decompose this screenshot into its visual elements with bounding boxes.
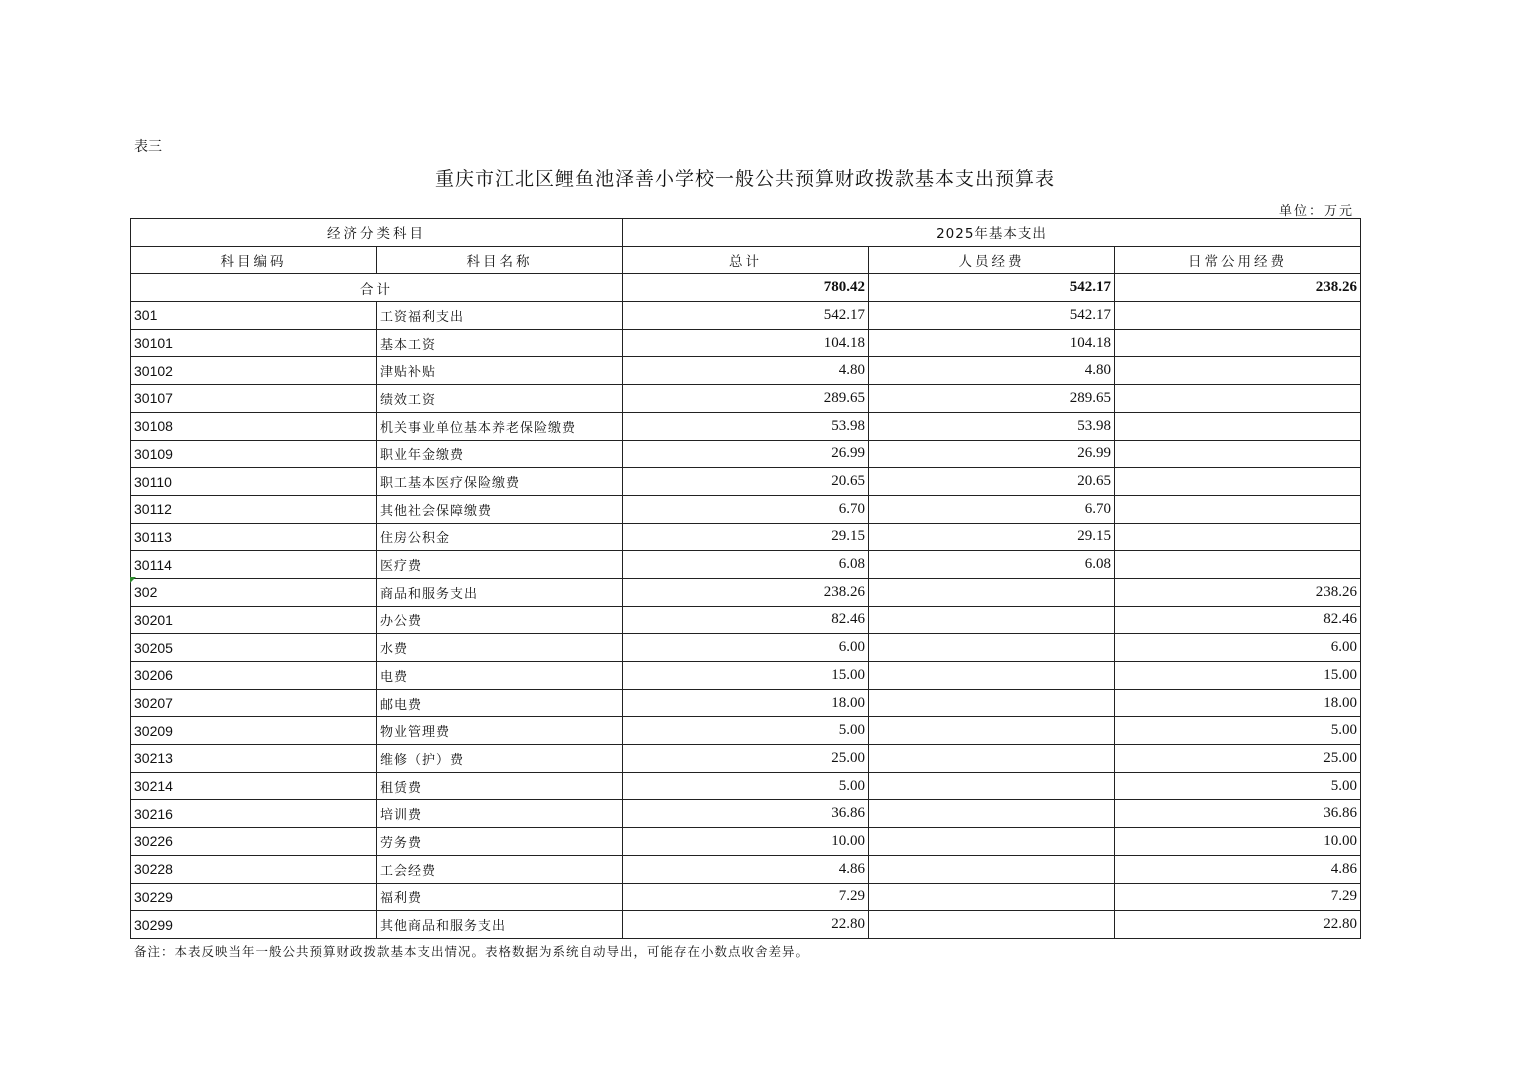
- row-total: 10.00: [623, 828, 869, 856]
- row-code: 30207: [131, 689, 377, 717]
- row-public: 15.00: [1115, 662, 1361, 690]
- row-personnel: 104.18: [869, 329, 1115, 357]
- row-personnel: [869, 855, 1115, 883]
- header-code: 科目编码: [131, 246, 377, 274]
- row-personnel: 20.65: [869, 468, 1115, 496]
- row-public: 6.00: [1115, 634, 1361, 662]
- row-personnel: [869, 800, 1115, 828]
- row-name: 维修（护）费: [377, 745, 623, 773]
- row-personnel: 289.65: [869, 385, 1115, 413]
- row-public: [1115, 495, 1361, 523]
- row-code: 30206: [131, 662, 377, 690]
- row-personnel: [869, 828, 1115, 856]
- row-code: 30112: [131, 495, 377, 523]
- table-row: [131, 745, 1361, 773]
- row-personnel: 542.17: [869, 302, 1115, 330]
- row-public: 22.80: [1115, 911, 1361, 939]
- header-personnel: 人员经费: [869, 246, 1115, 274]
- table-row: [131, 689, 1361, 717]
- row-total: 82.46: [623, 606, 869, 634]
- row-name: 劳务费: [377, 828, 623, 856]
- header-economic-category: 经济分类科目: [131, 219, 623, 247]
- table-row: [131, 468, 1361, 496]
- row-public: [1115, 329, 1361, 357]
- row-name: 培训费: [377, 800, 623, 828]
- row-name: 福利费: [377, 883, 623, 911]
- table-body: [131, 274, 1361, 939]
- row-code: 30229: [131, 883, 377, 911]
- row-code: 30109: [131, 440, 377, 468]
- table-row: [131, 662, 1361, 690]
- row-code: 30107: [131, 385, 377, 413]
- row-code: 30201: [131, 606, 377, 634]
- budget-table: [130, 218, 1361, 939]
- row-total: 289.65: [623, 385, 869, 413]
- table-row: [131, 329, 1361, 357]
- row-personnel: [869, 578, 1115, 606]
- row-name: 医疗费: [377, 551, 623, 579]
- row-total: 53.98: [623, 412, 869, 440]
- table-row: [131, 412, 1361, 440]
- row-public: 10.00: [1115, 828, 1361, 856]
- row-total: 20.65: [623, 468, 869, 496]
- table-row: [131, 717, 1361, 745]
- row-personnel: 29.15: [869, 523, 1115, 551]
- table-row: [131, 911, 1361, 939]
- row-total: 4.80: [623, 357, 869, 385]
- totals-label: 合计: [131, 274, 623, 302]
- row-code: 30209: [131, 717, 377, 745]
- row-total: 22.80: [623, 911, 869, 939]
- row-name: 机关事业单位基本养老保险缴费: [377, 412, 623, 440]
- header-basic-expenditure: 2025年基本支出: [623, 219, 1361, 247]
- row-public: 238.26: [1115, 578, 1361, 606]
- row-public: 82.46: [1115, 606, 1361, 634]
- table-row: [131, 578, 1361, 606]
- row-name: 邮电费: [377, 689, 623, 717]
- table-header: [131, 219, 1361, 274]
- row-personnel: [869, 717, 1115, 745]
- row-public: 25.00: [1115, 745, 1361, 773]
- table-row: [131, 357, 1361, 385]
- row-personnel: [869, 772, 1115, 800]
- row-public: 4.86: [1115, 855, 1361, 883]
- row-total: 15.00: [623, 662, 869, 690]
- header-row-group: [131, 219, 1361, 247]
- row-personnel: 53.98: [869, 412, 1115, 440]
- row-code: 30216: [131, 800, 377, 828]
- row-public: 18.00: [1115, 689, 1361, 717]
- row-name: 职业年金缴费: [377, 440, 623, 468]
- row-name: 商品和服务支出: [377, 578, 623, 606]
- row-personnel: 6.08: [869, 551, 1115, 579]
- row-personnel: [869, 662, 1115, 690]
- table-row: [131, 440, 1361, 468]
- header-public: 日常公用经费: [1115, 246, 1361, 274]
- header-row-columns: [131, 246, 1361, 274]
- table-row: [131, 385, 1361, 413]
- row-total: 29.15: [623, 523, 869, 551]
- row-name: 电费: [377, 662, 623, 690]
- row-total: 18.00: [623, 689, 869, 717]
- row-name: 职工基本医疗保险缴费: [377, 468, 623, 496]
- row-total: 6.00: [623, 634, 869, 662]
- row-name: 工会经费: [377, 855, 623, 883]
- row-public: [1115, 551, 1361, 579]
- row-public: 7.29: [1115, 883, 1361, 911]
- row-total: 5.00: [623, 772, 869, 800]
- table-row: [131, 551, 1361, 579]
- table-row: [131, 634, 1361, 662]
- totals-personnel: 542.17: [869, 274, 1115, 302]
- row-total: 26.99: [623, 440, 869, 468]
- table-row: [131, 855, 1361, 883]
- row-code: 30205: [131, 634, 377, 662]
- row-public: [1115, 468, 1361, 496]
- table-row: [131, 772, 1361, 800]
- row-total: 542.17: [623, 302, 869, 330]
- row-code: 30213: [131, 745, 377, 773]
- row-personnel: [869, 883, 1115, 911]
- totals-public: 238.26: [1115, 274, 1361, 302]
- row-personnel: 26.99: [869, 440, 1115, 468]
- unit-label: 单位：万元: [1278, 204, 1354, 219]
- row-total: 36.86: [623, 800, 869, 828]
- row-public: [1115, 440, 1361, 468]
- row-personnel: 4.80: [869, 357, 1115, 385]
- row-name: 其他社会保障缴费: [377, 495, 623, 523]
- table-tag: 表三: [134, 139, 162, 155]
- row-name: 工资福利支出: [377, 302, 623, 330]
- totals-total: 780.42: [623, 274, 869, 302]
- row-personnel: [869, 689, 1115, 717]
- row-personnel: [869, 606, 1115, 634]
- table-row: [131, 495, 1361, 523]
- row-public: 36.86: [1115, 800, 1361, 828]
- table-row: [131, 523, 1361, 551]
- row-total: 238.26: [623, 578, 869, 606]
- row-name: 住房公积金: [377, 523, 623, 551]
- table-row: [131, 606, 1361, 634]
- row-personnel: 6.70: [869, 495, 1115, 523]
- row-code: 302: [131, 578, 377, 606]
- row-personnel: [869, 745, 1115, 773]
- table-row: [131, 828, 1361, 856]
- row-public: [1115, 385, 1361, 413]
- row-total: 104.18: [623, 329, 869, 357]
- row-code: 30299: [131, 911, 377, 939]
- row-code: 30113: [131, 523, 377, 551]
- row-name: 办公费: [377, 606, 623, 634]
- page-title: 重庆市江北区鲤鱼池泽善小学校一般公共预算财政拨款基本支出预算表: [434, 168, 1055, 190]
- row-total: 6.08: [623, 551, 869, 579]
- row-code: 30214: [131, 772, 377, 800]
- row-total: 7.29: [623, 883, 869, 911]
- row-code: 30102: [131, 357, 377, 385]
- row-personnel: [869, 911, 1115, 939]
- row-code: 301: [131, 302, 377, 330]
- row-name: 租赁费: [377, 772, 623, 800]
- row-total: 25.00: [623, 745, 869, 773]
- table-row: [131, 883, 1361, 911]
- row-public: [1115, 357, 1361, 385]
- row-name: 物业管理费: [377, 717, 623, 745]
- row-public: 5.00: [1115, 717, 1361, 745]
- header-name: 科目名称: [377, 246, 623, 274]
- row-total: 4.86: [623, 855, 869, 883]
- row-code: 30114: [131, 551, 377, 579]
- row-code: 30101: [131, 329, 377, 357]
- table-row: [131, 302, 1361, 330]
- row-name: 水费: [377, 634, 623, 662]
- table-row: [131, 800, 1361, 828]
- row-public: 5.00: [1115, 772, 1361, 800]
- row-total: 5.00: [623, 717, 869, 745]
- cell-comment-marker: [130, 577, 136, 583]
- row-name: 绩效工资: [377, 385, 623, 413]
- row-total: 6.70: [623, 495, 869, 523]
- row-public: [1115, 412, 1361, 440]
- totals-row: [131, 274, 1361, 302]
- row-code: 30226: [131, 828, 377, 856]
- row-name: 其他商品和服务支出: [377, 911, 623, 939]
- row-code: 30110: [131, 468, 377, 496]
- row-name: 基本工资: [377, 329, 623, 357]
- footnote: 备注：本表反映当年一般公共预算财政拨款基本支出情况。表格数据为系统自动导出，可能存在小数点收舍差异。: [134, 944, 810, 959]
- row-personnel: [869, 634, 1115, 662]
- row-name: 津贴补贴: [377, 357, 623, 385]
- row-code: 30228: [131, 855, 377, 883]
- row-public: [1115, 523, 1361, 551]
- row-code: 30108: [131, 412, 377, 440]
- row-public: [1115, 302, 1361, 330]
- header-total: 总计: [623, 246, 869, 274]
